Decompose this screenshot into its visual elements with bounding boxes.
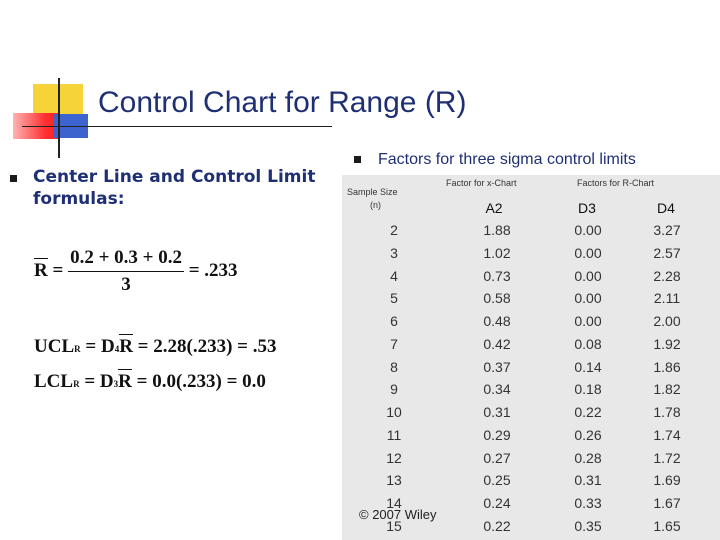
formula-ucl-rest: = 2.28(.233) = .53	[137, 336, 277, 357]
table-cell-a2: 0.58	[483, 290, 511, 307]
table-cell-d3: 0.28	[574, 449, 602, 466]
table-cell-a2: 0.37	[483, 358, 511, 375]
column-header-a2: A2	[485, 200, 503, 216]
table-cell-n: 15	[386, 517, 402, 534]
right-heading: Factors for three sigma control limits	[378, 151, 636, 168]
formula-lcl-eq: =	[84, 371, 96, 392]
table-cell-d4: 1.69	[653, 472, 681, 489]
bullet-icon	[10, 175, 17, 182]
table-cell-n: 11	[386, 426, 402, 443]
formula-ucl-rbar: R	[119, 336, 133, 357]
table-cell-n: 13	[386, 472, 402, 489]
table-cell-d3: 0.00	[574, 313, 602, 329]
formula-ucl-factor: D	[100, 336, 115, 357]
left-heading-line1: Center Line and Control Limit	[33, 167, 316, 187]
table-cell-n: 9	[390, 381, 398, 398]
table-cell-d3: 0.18	[574, 381, 602, 398]
table-cell-d4: 2.00	[653, 313, 681, 329]
formula-r-denominator: 3	[121, 274, 131, 295]
formula-r-bar: R = $\frac{0.2 + 0.3 + 0.2}{3}$ = .233	[34, 247, 238, 295]
table-cell-a2: 0.25	[483, 472, 511, 489]
table-cell-a2: 0.31	[483, 404, 511, 420]
formula-ucl-factor-sub: 4	[114, 344, 120, 354]
left-heading-line2: formulas:	[33, 189, 125, 209]
formula-lcl-factor-sub: 3	[113, 379, 119, 389]
column-a2	[462, 219, 532, 538]
formula-r-fraction	[68, 247, 184, 296]
table-cell-a2: 0.29	[483, 426, 511, 443]
formula-ucl	[34, 334, 276, 358]
table-cell-d4: 1.67	[653, 495, 681, 511]
table-cell-d3: 0.00	[574, 267, 602, 284]
table-cell-a2: 0.42	[483, 335, 511, 352]
table-cell-a2: 0.27	[483, 449, 511, 466]
factor-x-label: Factor for x-Chart	[446, 178, 517, 188]
table-cell-d3: 0.00	[574, 244, 602, 261]
table-cell-n: 14	[386, 495, 402, 511]
table-cell-d4: 2.11	[653, 290, 681, 307]
table-cell-n: 2	[390, 222, 398, 238]
table-cell-d4: 1.92	[653, 335, 681, 352]
table-cell-d4: 1.72	[653, 449, 681, 466]
table-cell-a2: 1.88	[483, 222, 511, 238]
sample-size-label-n: (n)	[370, 200, 381, 210]
table-cell-n: 8	[390, 358, 398, 375]
formula-r-result: = .233	[188, 259, 238, 281]
table-cell-n: 6	[390, 313, 398, 329]
table-cell-d3: 0.22	[574, 404, 602, 420]
table-cell-d3: 0.00	[574, 290, 602, 307]
formula-lcl	[34, 369, 266, 393]
formula-r-lhs: R	[34, 259, 48, 281]
table-cell-a2: 1.02	[483, 244, 511, 261]
logo-vertical-line	[58, 78, 60, 158]
column-header-d3: D3	[578, 200, 596, 216]
formula-ucl-eq: =	[85, 336, 97, 357]
table-cell-a2: 0.73	[483, 267, 511, 284]
formula-lcl-factor: D	[99, 371, 114, 392]
formula-lcl-rest: = 0.0(.233) = 0.0	[136, 371, 266, 392]
table-cell-n: 7	[390, 335, 398, 352]
table-cell-d4: 1.65	[653, 517, 681, 534]
table-cell-d3: 0.31	[574, 472, 602, 489]
column-header-d4: D4	[657, 200, 675, 216]
bullet-icon	[354, 156, 361, 163]
formula-r-numerator: 0.2 + 0.3 + 0.2	[68, 247, 184, 272]
table-cell-d4: 1.82	[653, 381, 681, 398]
table-cell-d3: 0.00	[574, 222, 602, 238]
table-cell-d4: 1.78	[653, 404, 681, 420]
table-cell-d3: 0.08	[574, 335, 602, 352]
formula-ucl-label: UCL	[34, 336, 75, 357]
factor-r-label: Factors for R-Chart	[577, 178, 655, 188]
sample-size-label: Sample Size	[347, 187, 398, 197]
table-cell-n: 5	[390, 290, 398, 307]
table-cell-d4: 1.74	[653, 426, 681, 443]
table-cell-n: 3	[390, 244, 398, 261]
slide-title: Control Chart for Range (R)	[98, 86, 467, 119]
formula-ucl-sub: R	[74, 344, 81, 354]
formula-lcl-sub: R	[73, 379, 80, 389]
formula-lcl-rbar: R	[118, 371, 132, 392]
table-cell-d3: 0.26	[574, 426, 602, 443]
table-cell-d3: 0.14	[574, 358, 602, 375]
table-cell-a2: 0.34	[483, 381, 511, 398]
table-cell-d3: 0.35	[574, 517, 602, 534]
table-cell-d4: 3.27	[653, 222, 681, 238]
left-heading	[33, 166, 333, 210]
table-cell-a2: 0.48	[483, 313, 511, 329]
table-cell-d4: 1.86	[653, 358, 681, 375]
table-cell-d3: 0.33	[574, 495, 602, 511]
table-cell-n: 4	[390, 267, 398, 284]
table-cell-d4: 2.57	[653, 244, 681, 261]
column-n	[359, 219, 429, 538]
table-cell-d4: 2.28	[653, 267, 681, 284]
table-cell-n: 10	[386, 404, 402, 420]
column-d4	[632, 219, 702, 538]
title-underline	[22, 126, 332, 127]
formula-lcl-label: LCL	[34, 371, 74, 392]
table-cell-a2: 0.22	[483, 517, 511, 534]
table-cell-n: 12	[386, 449, 402, 466]
column-d3	[553, 219, 623, 538]
table-cell-a2: 0.24	[483, 495, 511, 511]
copyright-text: © 2007 Wiley	[359, 507, 437, 522]
